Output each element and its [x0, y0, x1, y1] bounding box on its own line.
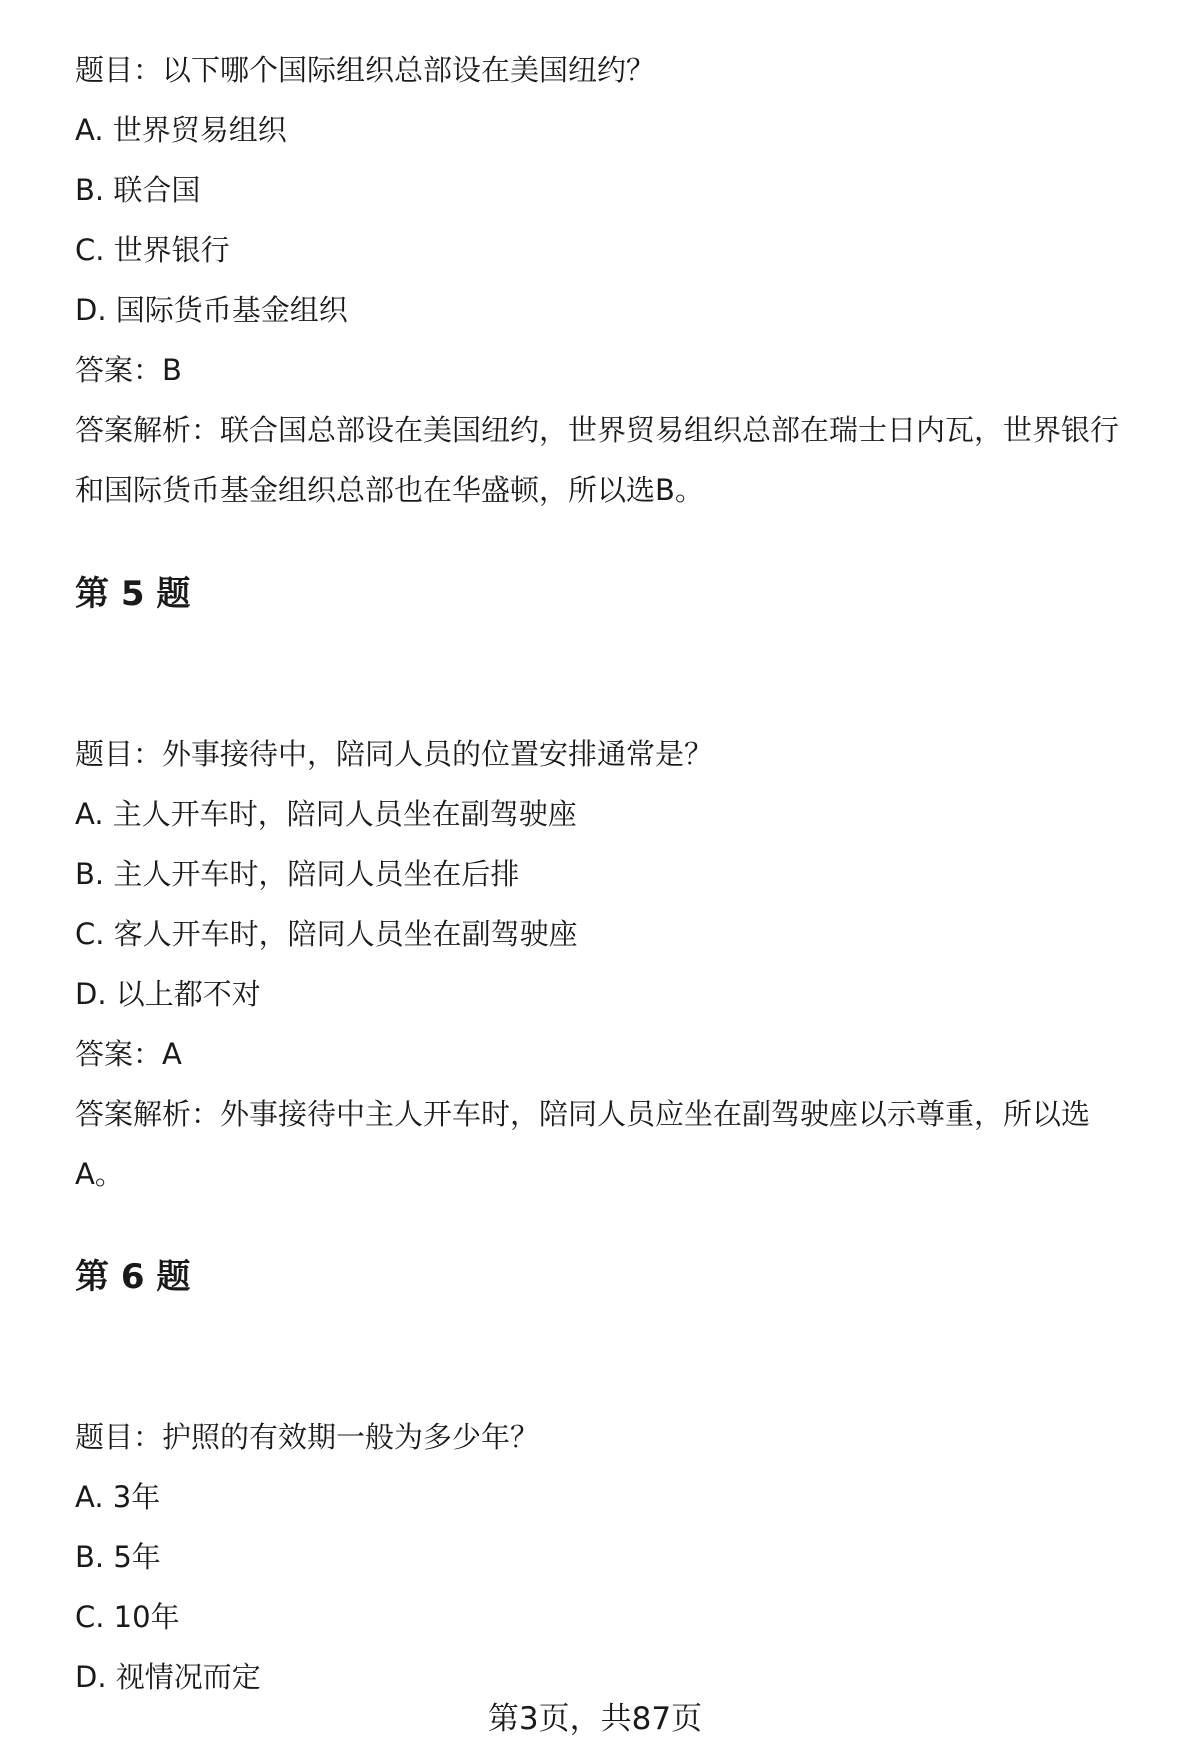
q5-option-d: D. 以上都不对 — [75, 977, 261, 1011]
q5-option-c: C. 客人开车时，陪同人员坐在副驾驶座 — [75, 917, 578, 951]
q5-question: 题目：外事接待中，陪同人员的位置安排通常是？ — [75, 737, 714, 771]
q5-explanation-line1: 答案解析：外事接待中主人开车时，陪同人员应坐在副驾驶座以示尊重，所以选 — [75, 1097, 1091, 1131]
q6-option-c: C. 10年 — [75, 1600, 180, 1634]
q6-question: 题目：护照的有效期一般为多少年？ — [75, 1420, 540, 1454]
q5-explanation-line2: A。 — [75, 1157, 124, 1191]
q6-option-b: B. 5年 — [75, 1540, 161, 1574]
q5-option-b: B. 主人开车时，陪同人员坐在后排 — [75, 857, 520, 891]
q6-heading: 第 6 题 — [75, 1257, 191, 1297]
q6-option-a: A. 3年 — [75, 1480, 161, 1514]
q4-option-c: C. 世界银行 — [75, 233, 230, 267]
q6-option-d: D. 视情况而定 — [75, 1660, 261, 1694]
q4-question: 题目：以下哪个国际组织总部设在美国纽约？ — [75, 53, 656, 87]
q5-answer: 答案：A — [75, 1037, 182, 1071]
page-footer: 第3页，共87页 — [487, 1701, 703, 1737]
q4-option-b: B. 联合国 — [75, 173, 201, 207]
q4-explanation-line1: 答案解析：联合国总部设在美国纽约，世界贸易组织总部在瑞士日内瓦，世界银行 — [75, 413, 1120, 447]
q5-heading: 第 5 题 — [75, 574, 191, 614]
q4-option-a: A. 世界贸易组织 — [75, 113, 287, 147]
q5-option-a: A. 主人开车时，陪同人员坐在副驾驶座 — [75, 797, 577, 831]
q4-explanation-line2: 和国际货币基金组织总部也在华盛顿，所以选B。 — [75, 473, 704, 507]
q4-answer: 答案：B — [75, 353, 182, 387]
q4-option-d: D. 国际货币基金组织 — [75, 293, 348, 327]
